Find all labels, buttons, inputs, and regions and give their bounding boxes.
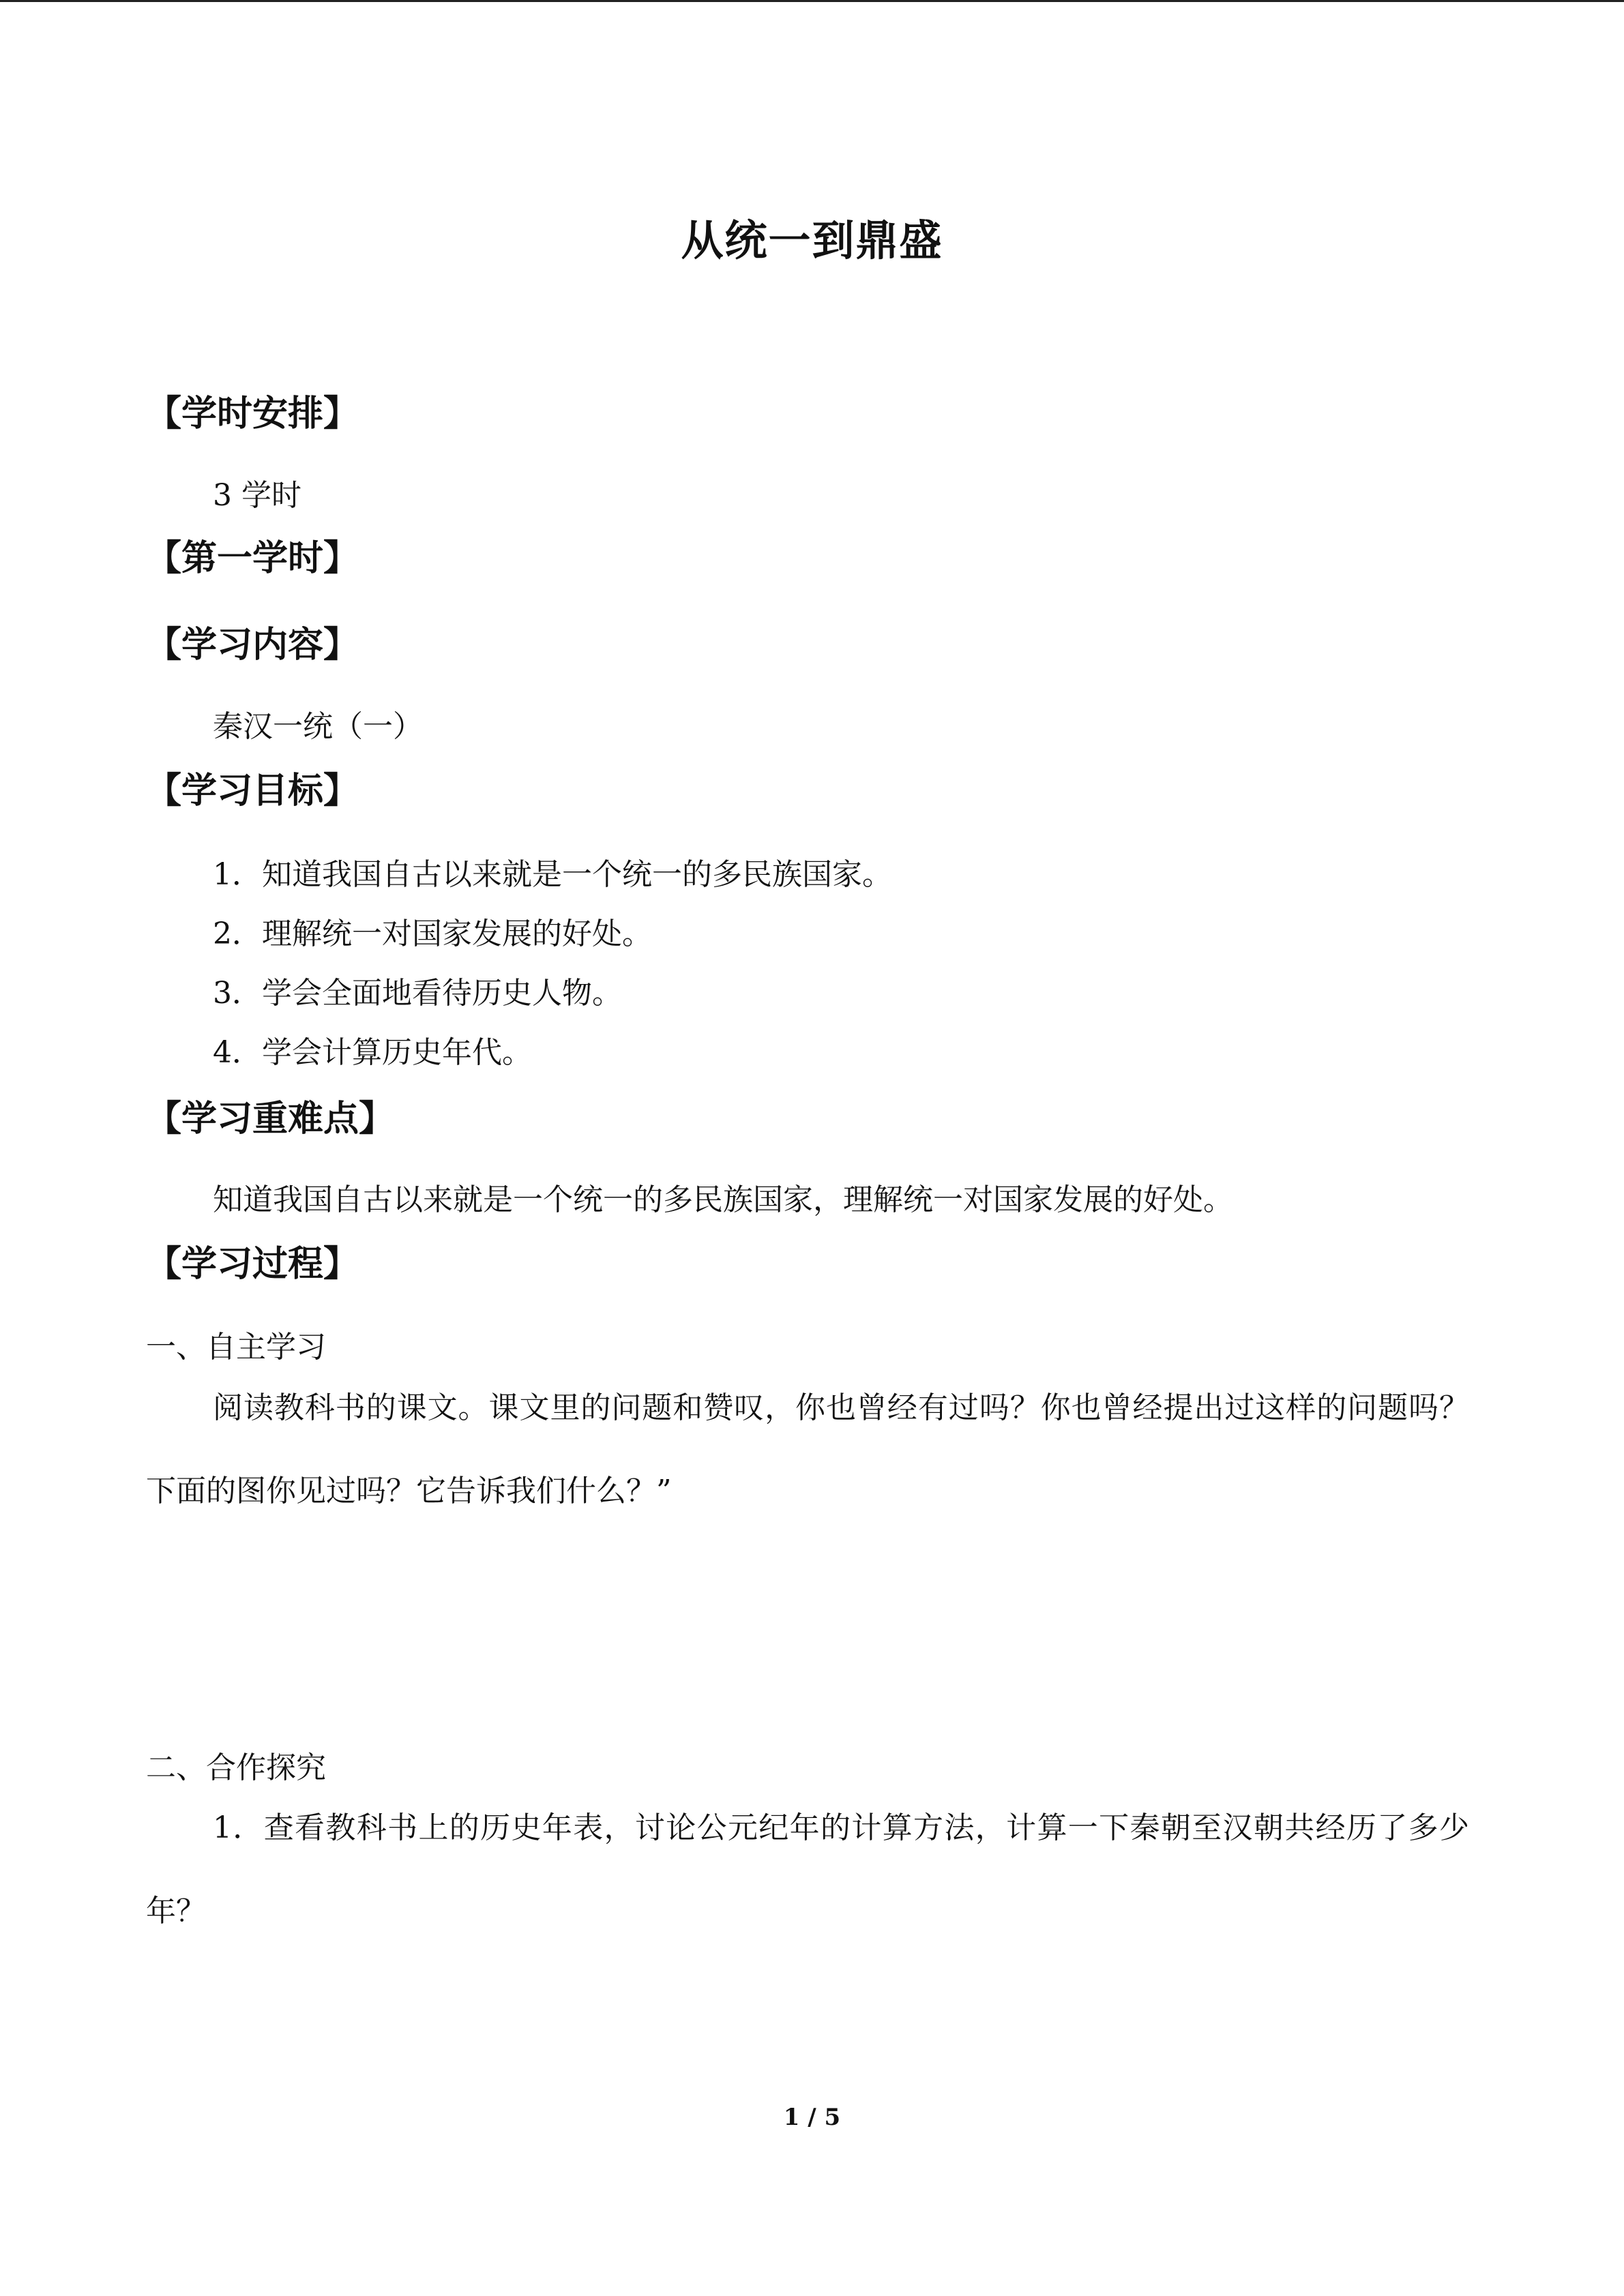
heading-schedule: 【学时安排】 (146, 393, 359, 434)
section-self-study-text: 阅读教科书的课文。课文里的问题和赞叹，你也曾经有过吗？你也曾经提出过这样的问题吗？下面的图你见过吗？它告诉我们什么？” (146, 1390, 1469, 1508)
schedule-value: 3 学时 (213, 478, 301, 513)
section-cooperative-title: 二、合作探究 (146, 1750, 326, 1785)
page-title: 从统一到鼎盛 (681, 215, 943, 265)
key-points-text: 知道我国自古以来就是一个统一的多民族国家，理解统一对国家发展的好处。 (213, 1182, 1233, 1217)
heading-process: 【学习过程】 (146, 1244, 359, 1285)
heading-goals: 【学习目标】 (146, 771, 359, 811)
top-border-line (0, 0, 1624, 2)
goal-item-1: 1．知道我国自古以来就是一个统一的多民族国家。 (213, 857, 892, 892)
goal-item-2: 2．理解统一对国家发展的好处。 (213, 916, 652, 951)
section-cooperative-text: 1．查看教科书上的历史年表，讨论公元纪年的计算方法，计算一下秦朝至汉朝共经历了多少年？ (146, 1810, 1469, 1928)
goal-item-4: 4．学会计算历史年代。 (213, 1035, 532, 1070)
goal-item-3: 3．学会全面地看待历史人物。 (213, 976, 622, 1011)
page-number: 1 / 5 (783, 2104, 841, 2131)
section-self-study-title: 一、自主学习 (146, 1330, 326, 1365)
heading-key-points: 【学习重难点】 (146, 1099, 395, 1139)
heading-content: 【学习内容】 (146, 625, 359, 666)
content-value: 秦汉一统（一） (213, 709, 423, 744)
heading-first-period: 【第一学时】 (146, 538, 359, 579)
